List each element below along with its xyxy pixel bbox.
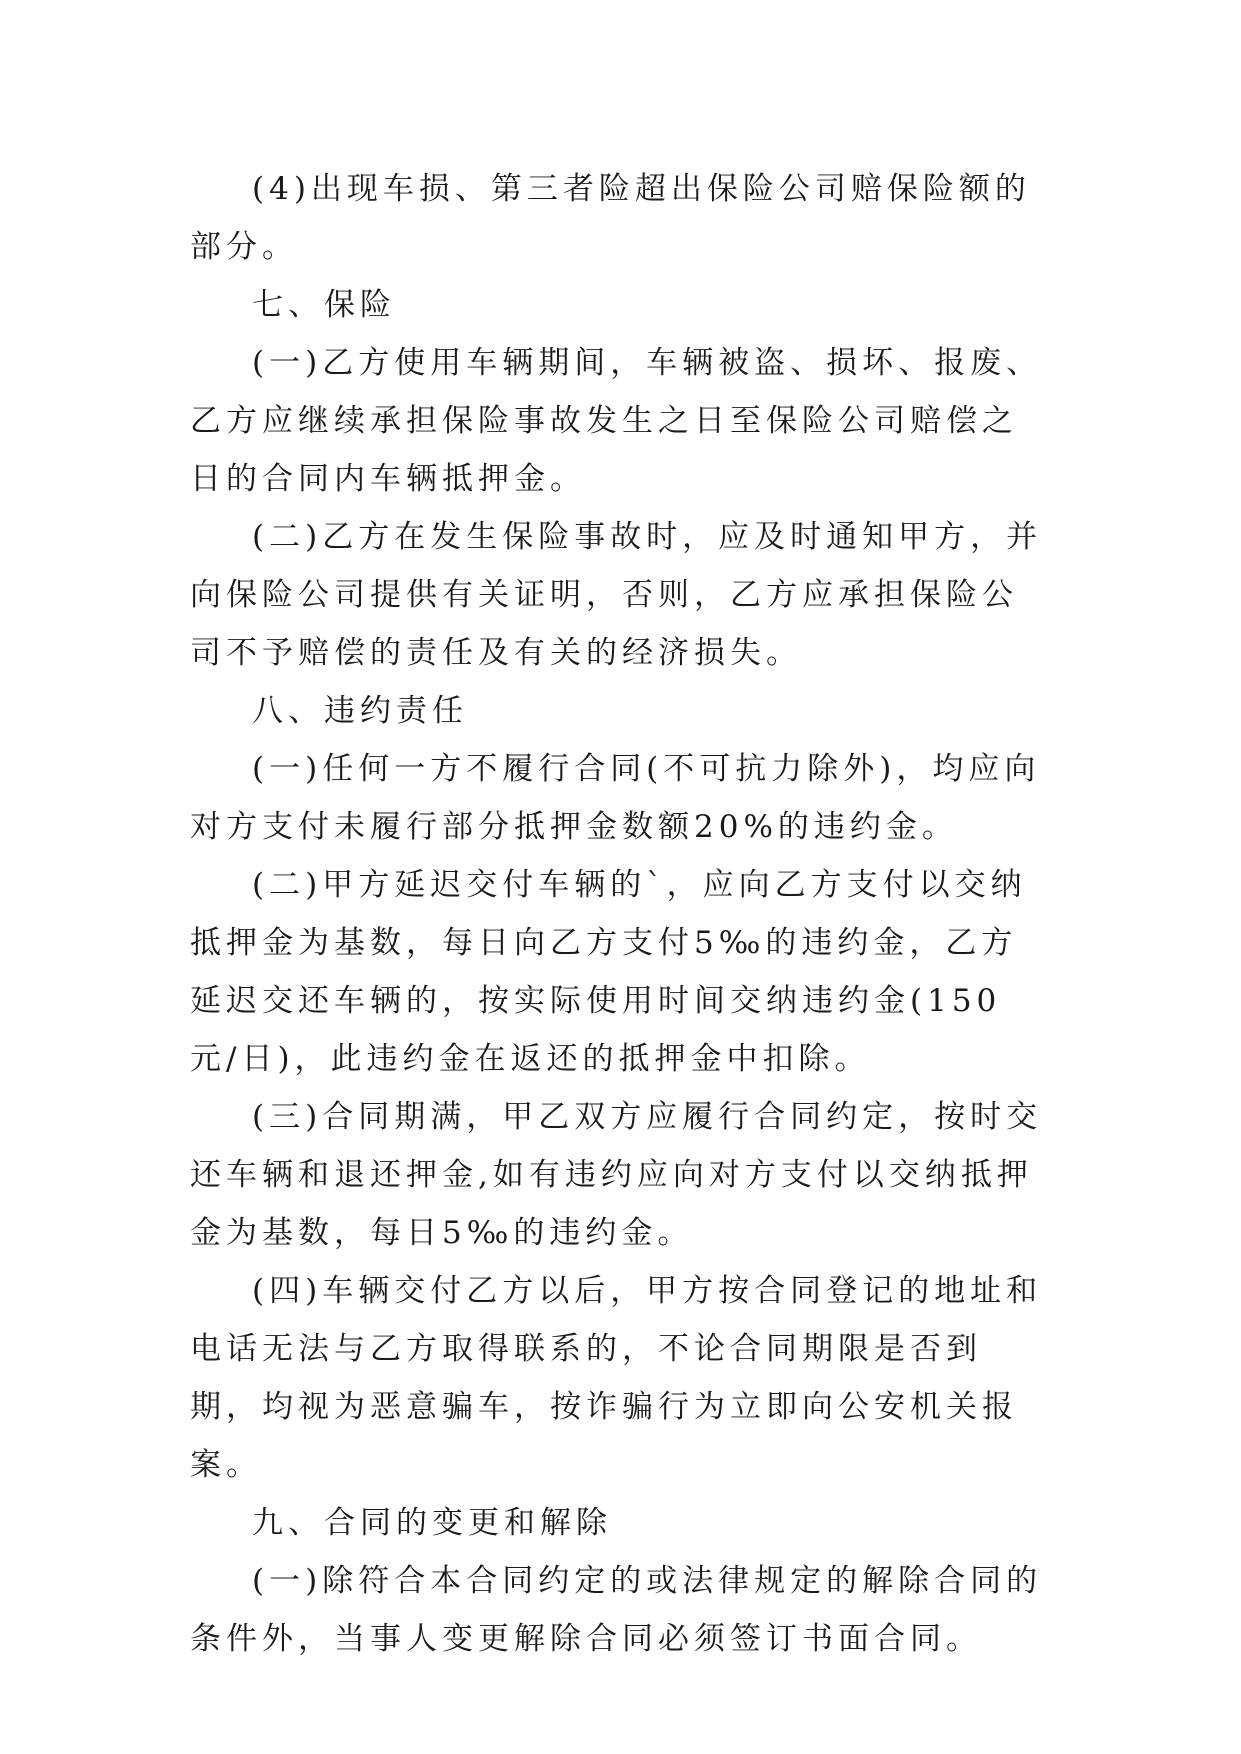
insurance-clause-2: (二)乙方在发生保险事故时，应及时通知甲方，并向保险公司提供有关证明，否则，乙方应承担保险公司不予赔偿的责任及有关的经济损失。	[190, 519, 1043, 671]
section-heading-modification: 九、合同的变更和解除	[252, 1505, 612, 1541]
breach-clause-4: (四)车辆交付乙方以后，甲方按合同登记的地址和电话无法与乙方取得联系的，不论合同期限是否到期，均视为恶意骗车，按诈骗行为立即向公安机关报案。	[190, 1273, 1043, 1483]
breach-clause-1: (一)任何一方不履行合同(不可抗力除外)，均应向对方支付未履行部分抵押金数额20%的违约金。	[190, 751, 1041, 845]
insurance-clause-1: (一)乙方使用车辆期间，车辆被盗、损坏、报废、乙方应继续承担保险事故发生之日至保险公司赔偿之日的合同内车辆抵押金。	[190, 345, 1043, 497]
section-heading-insurance: 七、保险	[252, 287, 396, 323]
modification-clause-1: (一)除符合本合同约定的或法律规定的解除合同的条件外，当事人变更解除合同必须签订书面合同。	[190, 1563, 1043, 1657]
section-heading-breach: 八、违约责任	[252, 693, 468, 729]
breach-clause-2: (二)甲方延迟交付车辆的`，应向乙方支付以交纳抵押金为基数，每日向乙方支付5‰的违约金，乙方延迟交还车辆的，按实际使用时间交纳违约金(150元/日)，此违约金在返还的抵押金中扣除。	[190, 867, 1027, 1077]
breach-clause-3: (三)合同期满，甲乙双方应履行合同约定，按时交还车辆和退还押金,如有违约应向对方支付以交纳抵押金为基数，每日5‰的违约金。	[190, 1099, 1043, 1251]
clause-7-item-4: (4)出现车损、第三者险超出保险公司赔保险额的部分。	[190, 171, 1031, 265]
document-body	[190, 160, 1050, 1668]
